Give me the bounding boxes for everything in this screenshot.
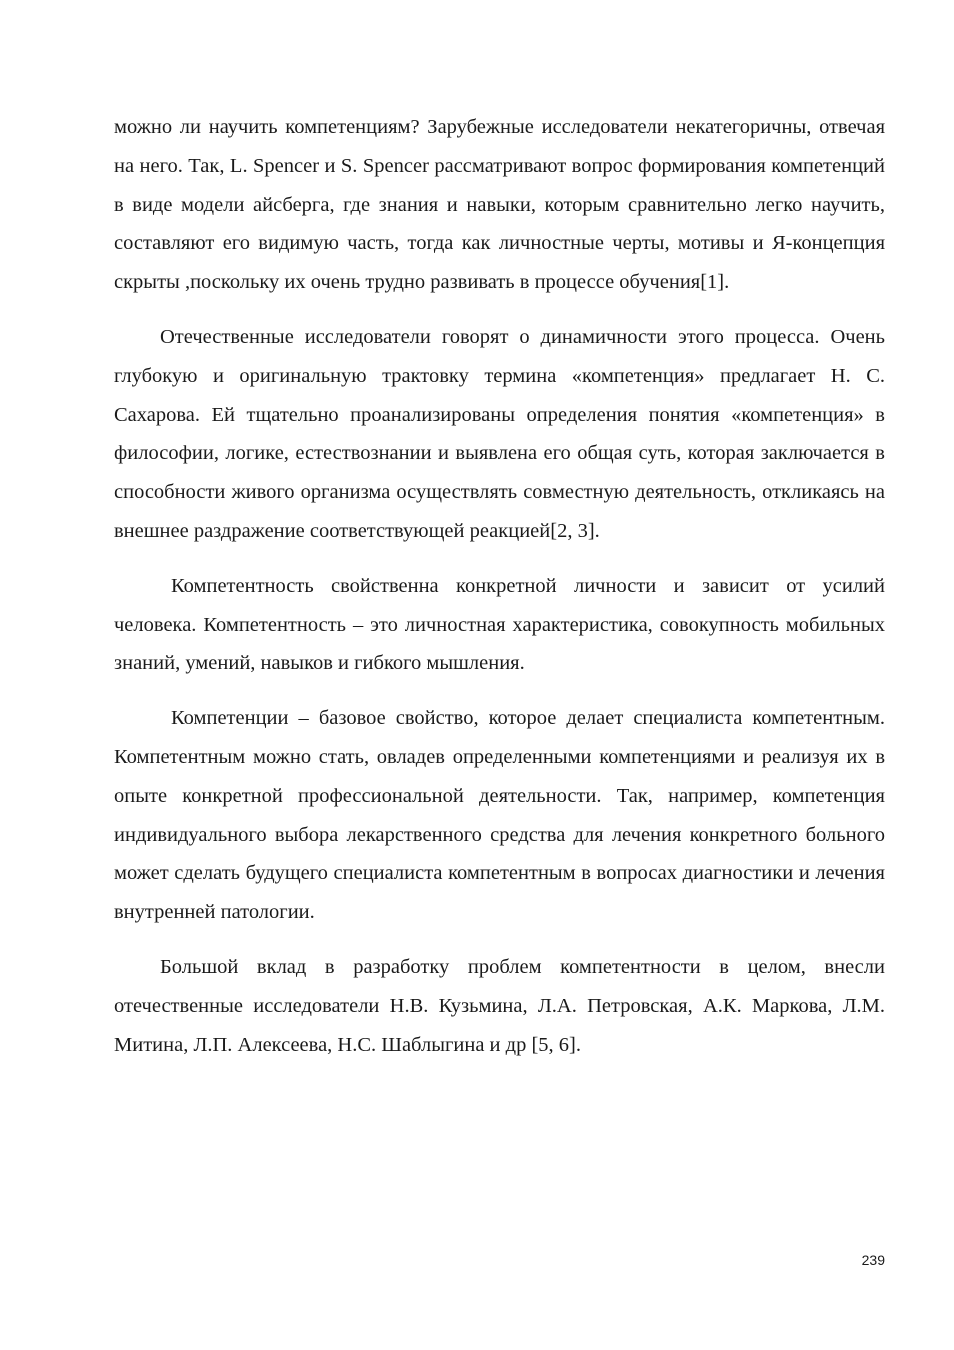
- body-text: [114, 108, 885, 1064]
- paragraph-domestic-researchers: Отечественные исследователи говорят о динамичности этого процесса. Очень глубокую и оригинальную трактовку термина «компетенция» предлагает Н. С. Сахарова. Ей тщательно проанализированы определения понятия «компетенция» в философии, логике, естествознании и выявлена его общая суть, которая заключается в способности живого организма осуществлять совместную деятельность, откликаясь на внешнее раздражение соответствующей реакцией[2, 3].: [114, 325, 885, 542]
- paragraph-competencies: Компетенции – базовое свойство, которое делает специалиста компетентным. Компетентным можно стать, овладев определенными компетенциями и реализуя их в опыте конкретной профессиональной деятельности. Так, например, компетенция индивидуального выбора лекарственного средства для лечения конкретного больного может сделать будущего специалиста компетентным в вопросах диагностики и лечения внутренней патологии.: [114, 707, 885, 924]
- page-number: 239: [861, 1252, 885, 1268]
- paragraph-continuation: можно ли научить компетенциям? Зарубежные исследователи некатегоричны, отвечая на него. Так, L. Spencer и S. Spencer рассматривают вопрос формирования компетенций в виде модели айсберга, где знания и навыки, которым сравнительно легко научить, составляют его видимую часть, тогда как личностные черты, мотивы и Я-концепция скрыты ,поскольку их очень трудно развивать в процессе обучения[1].: [114, 116, 885, 294]
- paragraph-competence-definition: Компетентность свойственна конкретной личности и зависит от усилий человека. Компетентность – это личностная характеристика, совокупность мобильных знаний, умений, навыков и гибкого мышления.: [114, 574, 885, 675]
- paragraph-contributors: Большой вклад в разработку проблем компетентности в целом, внесли отечественные исследователи Н.В. Кузьмина, Л.А. Петровская, А.К. Маркова, Л.М. Митина, Л.П. Алексеева, Н.С. Шаблыгина и др [5, 6].: [114, 955, 885, 1056]
